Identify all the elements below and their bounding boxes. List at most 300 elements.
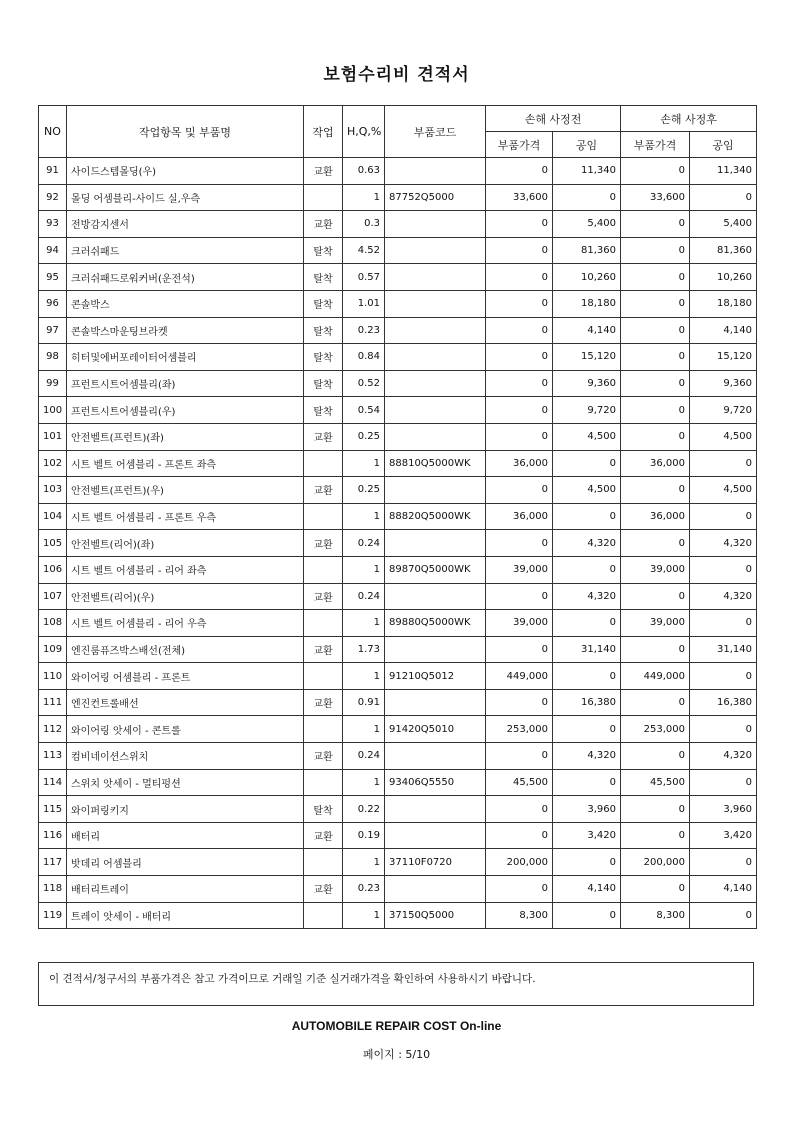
row-no: 93 [39,211,67,238]
row-before-part-price: 0 [486,530,553,557]
row-before-labor: 4,500 [553,423,621,450]
row-after-part-price: 200,000 [621,849,690,876]
row-hq: 1 [343,184,385,211]
row-hq: 1 [343,716,385,743]
row-after-part-price: 0 [621,290,690,317]
row-before-part-price: 0 [486,344,553,371]
row-before-part-price: 0 [486,743,553,770]
estimate-table [38,105,757,929]
row-part-code [385,370,486,397]
row-after-labor: 0 [690,556,757,583]
row-before-part-price: 0 [486,290,553,317]
row-before-labor: 31,140 [553,636,621,663]
header-no: NO [39,106,67,158]
row-before-labor: 0 [553,716,621,743]
row-after-labor: 9,720 [690,397,757,424]
table-row [39,583,757,610]
row-after-labor: 4,320 [690,530,757,557]
row-work [304,184,343,211]
row-after-labor: 0 [690,503,757,530]
row-work: 교환 [304,158,343,185]
table-row [39,370,757,397]
row-item-name: 히터및에버포레이터어셈블리 [67,344,304,371]
row-item-name: 와이어링 앗세이 - 콘트롤 [67,716,304,743]
row-hq: 1.01 [343,290,385,317]
row-after-part-price: 0 [621,397,690,424]
row-item-name: 밧데리 어셈블리 [67,849,304,876]
row-before-labor: 4,320 [553,583,621,610]
row-no: 114 [39,769,67,796]
row-part-code [385,211,486,238]
row-item-name: 시트 벨트 어셈블리 - 리어 우측 [67,610,304,637]
row-part-code: 37110F0720 [385,849,486,876]
row-after-labor: 11,340 [690,158,757,185]
row-after-part-price: 0 [621,423,690,450]
row-after-labor: 31,140 [690,636,757,663]
row-item-name: 트레이 앗세이 - 배터리 [67,902,304,929]
row-part-code [385,743,486,770]
row-item-name: 배터리 [67,822,304,849]
row-after-part-price: 0 [621,876,690,903]
row-before-part-price: 0 [486,689,553,716]
row-work [304,769,343,796]
row-no: 92 [39,184,67,211]
row-after-labor: 0 [690,849,757,876]
table-row [39,610,757,637]
row-work [304,849,343,876]
header-before-labor: 공임 [553,132,621,158]
row-item-name: 프런트시트어셈블리(우) [67,397,304,424]
row-item-name: 몰딩 어셈블리-사이드 실,우측 [67,184,304,211]
row-work: 교환 [304,689,343,716]
table-row [39,477,757,504]
table-row [39,636,757,663]
row-work [304,663,343,690]
row-before-part-price: 0 [486,876,553,903]
row-no: 98 [39,344,67,371]
row-after-labor: 4,320 [690,743,757,770]
row-no: 110 [39,663,67,690]
row-hq: 0.63 [343,158,385,185]
row-work: 탈착 [304,796,343,823]
table-row [39,503,757,530]
row-part-code [385,344,486,371]
row-no: 107 [39,583,67,610]
row-hq: 0.24 [343,530,385,557]
row-before-part-price: 39,000 [486,556,553,583]
row-after-part-price: 449,000 [621,663,690,690]
row-part-code: 91420Q5010 [385,716,486,743]
notice-box: 이 견적서/청구서의 부품가격은 참고 가격이므로 거래일 기준 실거래가격을 확인하여 사용하시기 바랍니다. [38,962,754,1006]
row-before-labor: 0 [553,902,621,929]
row-hq: 1.73 [343,636,385,663]
row-before-labor: 0 [553,556,621,583]
page-number: 페이지 : 5/10 [362,1048,431,1061]
row-before-part-price: 0 [486,237,553,264]
row-after-part-price: 0 [621,636,690,663]
row-before-part-price: 0 [486,822,553,849]
row-work [304,450,343,477]
row-hq: 0.19 [343,822,385,849]
table-row [39,556,757,583]
row-before-labor: 81,360 [553,237,621,264]
row-hq: 1 [343,902,385,929]
row-hq: 1 [343,503,385,530]
row-after-labor: 0 [690,663,757,690]
row-item-name: 시트 벨트 어셈블리 - 리어 좌측 [67,556,304,583]
row-part-code [385,636,486,663]
row-before-labor: 18,180 [553,290,621,317]
row-work [304,503,343,530]
row-work: 교환 [304,423,343,450]
row-no: 116 [39,822,67,849]
row-part-code: 93406Q5550 [385,769,486,796]
row-after-labor: 0 [690,184,757,211]
row-no: 113 [39,743,67,770]
row-before-part-price: 0 [486,211,553,238]
row-hq: 0.91 [343,689,385,716]
row-hq: 0.24 [343,583,385,610]
row-work [304,902,343,929]
table-row [39,849,757,876]
row-item-name: 와이퍼링키지 [67,796,304,823]
row-part-code [385,264,486,291]
row-part-code [385,689,486,716]
table-row [39,689,757,716]
row-part-code: 91210Q5012 [385,663,486,690]
row-after-part-price: 0 [621,689,690,716]
row-before-part-price: 0 [486,477,553,504]
row-no: 117 [39,849,67,876]
row-item-name: 크러쉬패드로워커버(운전석) [67,264,304,291]
row-after-part-price: 36,000 [621,503,690,530]
row-after-part-price: 253,000 [621,716,690,743]
footer-title: AUTOMOBILE REPAIR COST On-line [291,1019,502,1033]
row-after-labor: 0 [690,450,757,477]
row-part-code [385,158,486,185]
row-after-part-price: 0 [621,370,690,397]
table-body [39,158,757,929]
row-work: 탈착 [304,370,343,397]
table-row [39,423,757,450]
row-part-code [385,822,486,849]
row-item-name: 엔진컨트롤배선 [67,689,304,716]
header-work: 작업 [304,106,343,158]
row-item-name: 콘솔박스 [67,290,304,317]
row-work [304,610,343,637]
table-row [39,290,757,317]
table-row [39,317,757,344]
row-part-code [385,317,486,344]
row-before-part-price: 449,000 [486,663,553,690]
row-after-part-price: 0 [621,583,690,610]
row-no: 119 [39,902,67,929]
row-work: 탈착 [304,264,343,291]
row-after-labor: 9,360 [690,370,757,397]
row-work [304,556,343,583]
row-before-labor: 0 [553,450,621,477]
table-row [39,158,757,185]
row-item-name: 콘솔박스마운팅브라켓 [67,317,304,344]
row-before-part-price: 8,300 [486,902,553,929]
row-hq: 0.24 [343,743,385,770]
header-before: 손해 사정전 [486,106,621,132]
row-before-labor: 0 [553,769,621,796]
row-hq: 1 [343,663,385,690]
row-before-labor: 16,380 [553,689,621,716]
row-hq: 0.23 [343,876,385,903]
row-before-part-price: 0 [486,264,553,291]
row-part-code: 88820Q5000WK [385,503,486,530]
row-item-name: 와이어링 어셈블리 - 프론트 [67,663,304,690]
row-after-labor: 15,120 [690,344,757,371]
header-hq: H,Q,% [343,106,385,158]
row-after-labor: 0 [690,716,757,743]
row-no: 103 [39,477,67,504]
row-after-part-price: 0 [621,344,690,371]
row-no: 111 [39,689,67,716]
row-part-code [385,530,486,557]
row-work: 탈착 [304,237,343,264]
row-after-part-price: 0 [621,264,690,291]
row-no: 100 [39,397,67,424]
row-no: 102 [39,450,67,477]
row-item-name: 사이드스텝몰딩(우) [67,158,304,185]
row-part-code [385,237,486,264]
row-part-code: 89880Q5000WK [385,610,486,637]
row-before-labor: 4,140 [553,317,621,344]
row-work: 교환 [304,636,343,663]
table-row [39,769,757,796]
row-before-part-price: 253,000 [486,716,553,743]
row-part-code: 88810Q5000WK [385,450,486,477]
row-no: 91 [39,158,67,185]
table-row [39,716,757,743]
row-hq: 0.52 [343,370,385,397]
row-before-labor: 3,420 [553,822,621,849]
table-row [39,530,757,557]
row-before-part-price: 0 [486,583,553,610]
row-after-labor: 3,960 [690,796,757,823]
row-before-part-price: 45,500 [486,769,553,796]
row-before-labor: 0 [553,184,621,211]
row-after-labor: 0 [690,769,757,796]
row-no: 118 [39,876,67,903]
row-work: 교환 [304,822,343,849]
row-before-labor: 4,320 [553,743,621,770]
row-part-code: 37150Q5000 [385,902,486,929]
row-item-name: 배터리트레이 [67,876,304,903]
row-no: 96 [39,290,67,317]
row-after-part-price: 0 [621,822,690,849]
row-no: 101 [39,423,67,450]
table-row [39,237,757,264]
row-after-part-price: 33,600 [621,184,690,211]
row-before-labor: 4,320 [553,530,621,557]
row-before-part-price: 0 [486,397,553,424]
row-after-part-price: 0 [621,317,690,344]
row-work: 탈착 [304,344,343,371]
row-part-code [385,423,486,450]
row-item-name: 안전벨트(프런트)(우) [67,477,304,504]
row-no: 95 [39,264,67,291]
row-after-labor: 10,260 [690,264,757,291]
row-hq: 0.25 [343,477,385,504]
row-item-name: 시트 벨트 어셈블리 - 프론트 좌측 [67,450,304,477]
row-after-labor: 18,180 [690,290,757,317]
row-before-labor: 0 [553,663,621,690]
row-work: 탈착 [304,397,343,424]
row-work: 탈착 [304,290,343,317]
row-part-code [385,477,486,504]
row-before-part-price: 0 [486,158,553,185]
row-before-part-price: 0 [486,317,553,344]
row-no: 115 [39,796,67,823]
table-row [39,796,757,823]
row-before-labor: 15,120 [553,344,621,371]
row-after-labor: 16,380 [690,689,757,716]
row-after-labor: 81,360 [690,237,757,264]
row-work: 교환 [304,876,343,903]
row-work: 교환 [304,477,343,504]
header-after-labor: 공임 [690,132,757,158]
row-after-part-price: 36,000 [621,450,690,477]
row-work: 탈착 [304,317,343,344]
row-after-labor: 4,140 [690,317,757,344]
row-work: 교환 [304,211,343,238]
row-work: 교환 [304,743,343,770]
table-row [39,397,757,424]
table-row [39,264,757,291]
row-hq: 0.22 [343,796,385,823]
table-row [39,211,757,238]
row-hq: 1 [343,556,385,583]
row-before-labor: 9,720 [553,397,621,424]
row-after-part-price: 0 [621,158,690,185]
document-title: 보험수리비 견적서 [323,65,470,85]
row-before-labor: 9,360 [553,370,621,397]
row-hq: 4.52 [343,237,385,264]
row-after-labor: 4,500 [690,423,757,450]
row-item-name: 스위치 앗세이 - 멀티펑션 [67,769,304,796]
row-after-labor: 4,500 [690,477,757,504]
row-before-labor: 10,260 [553,264,621,291]
row-item-name: 전방감지센서 [67,211,304,238]
row-hq: 1 [343,450,385,477]
row-item-name: 안전벨트(프런트)(좌) [67,423,304,450]
row-before-labor: 0 [553,610,621,637]
row-no: 94 [39,237,67,264]
row-after-part-price: 45,500 [621,769,690,796]
row-part-code [385,583,486,610]
header-after: 손해 사정후 [621,106,757,132]
row-after-part-price: 39,000 [621,556,690,583]
row-no: 104 [39,503,67,530]
row-before-part-price: 0 [486,370,553,397]
table-row [39,184,757,211]
row-after-part-price: 0 [621,743,690,770]
row-work: 교환 [304,530,343,557]
row-part-code [385,290,486,317]
row-after-labor: 5,400 [690,211,757,238]
table-row [39,743,757,770]
row-before-part-price: 0 [486,636,553,663]
row-hq: 0.57 [343,264,385,291]
row-item-name: 안전벨트(리어)(좌) [67,530,304,557]
row-no: 99 [39,370,67,397]
header-code: 부품코드 [385,106,486,158]
row-before-part-price: 0 [486,796,553,823]
row-item-name: 엔진룸퓨즈박스배선(전체) [67,636,304,663]
row-after-part-price: 0 [621,211,690,238]
row-after-part-price: 0 [621,477,690,504]
row-after-labor: 0 [690,902,757,929]
row-hq: 0.3 [343,211,385,238]
row-no: 106 [39,556,67,583]
row-after-part-price: 0 [621,237,690,264]
row-before-part-price: 39,000 [486,610,553,637]
row-hq: 0.25 [343,423,385,450]
row-before-part-price: 200,000 [486,849,553,876]
row-before-labor: 3,960 [553,796,621,823]
row-no: 105 [39,530,67,557]
header-before-part-price: 부품가격 [486,132,553,158]
row-hq: 1 [343,849,385,876]
header-after-part-price: 부품가격 [621,132,690,158]
row-before-labor: 5,400 [553,211,621,238]
row-after-labor: 0 [690,610,757,637]
row-before-labor: 0 [553,503,621,530]
row-work [304,716,343,743]
row-before-part-price: 36,000 [486,503,553,530]
row-item-name: 크러쉬패드 [67,237,304,264]
table-row [39,344,757,371]
table-header [39,106,757,158]
table-row [39,902,757,929]
row-after-part-price: 0 [621,796,690,823]
row-part-code [385,397,486,424]
row-before-part-price: 0 [486,423,553,450]
row-hq: 1 [343,769,385,796]
row-item-name: 시트 벨트 어셈블리 - 프론트 우측 [67,503,304,530]
row-after-labor: 4,140 [690,876,757,903]
row-no: 109 [39,636,67,663]
row-after-labor: 4,320 [690,583,757,610]
row-hq: 1 [343,610,385,637]
row-no: 108 [39,610,67,637]
row-before-part-price: 36,000 [486,450,553,477]
table-row [39,822,757,849]
table-row [39,876,757,903]
row-before-part-price: 33,600 [486,184,553,211]
row-item-name: 안전벨트(리어)(우) [67,583,304,610]
table-row [39,450,757,477]
row-no: 112 [39,716,67,743]
row-part-code: 89870Q5000WK [385,556,486,583]
row-part-code: 87752Q5000 [385,184,486,211]
row-after-part-price: 39,000 [621,610,690,637]
header-item: 작업항목 및 부품명 [67,106,304,158]
row-hq: 0.23 [343,317,385,344]
row-after-part-price: 0 [621,530,690,557]
table-row [39,663,757,690]
row-item-name: 프런트시트어셈블리(좌) [67,370,304,397]
row-before-labor: 4,500 [553,477,621,504]
row-hq: 0.84 [343,344,385,371]
row-before-labor: 0 [553,849,621,876]
row-after-part-price: 8,300 [621,902,690,929]
row-no: 97 [39,317,67,344]
